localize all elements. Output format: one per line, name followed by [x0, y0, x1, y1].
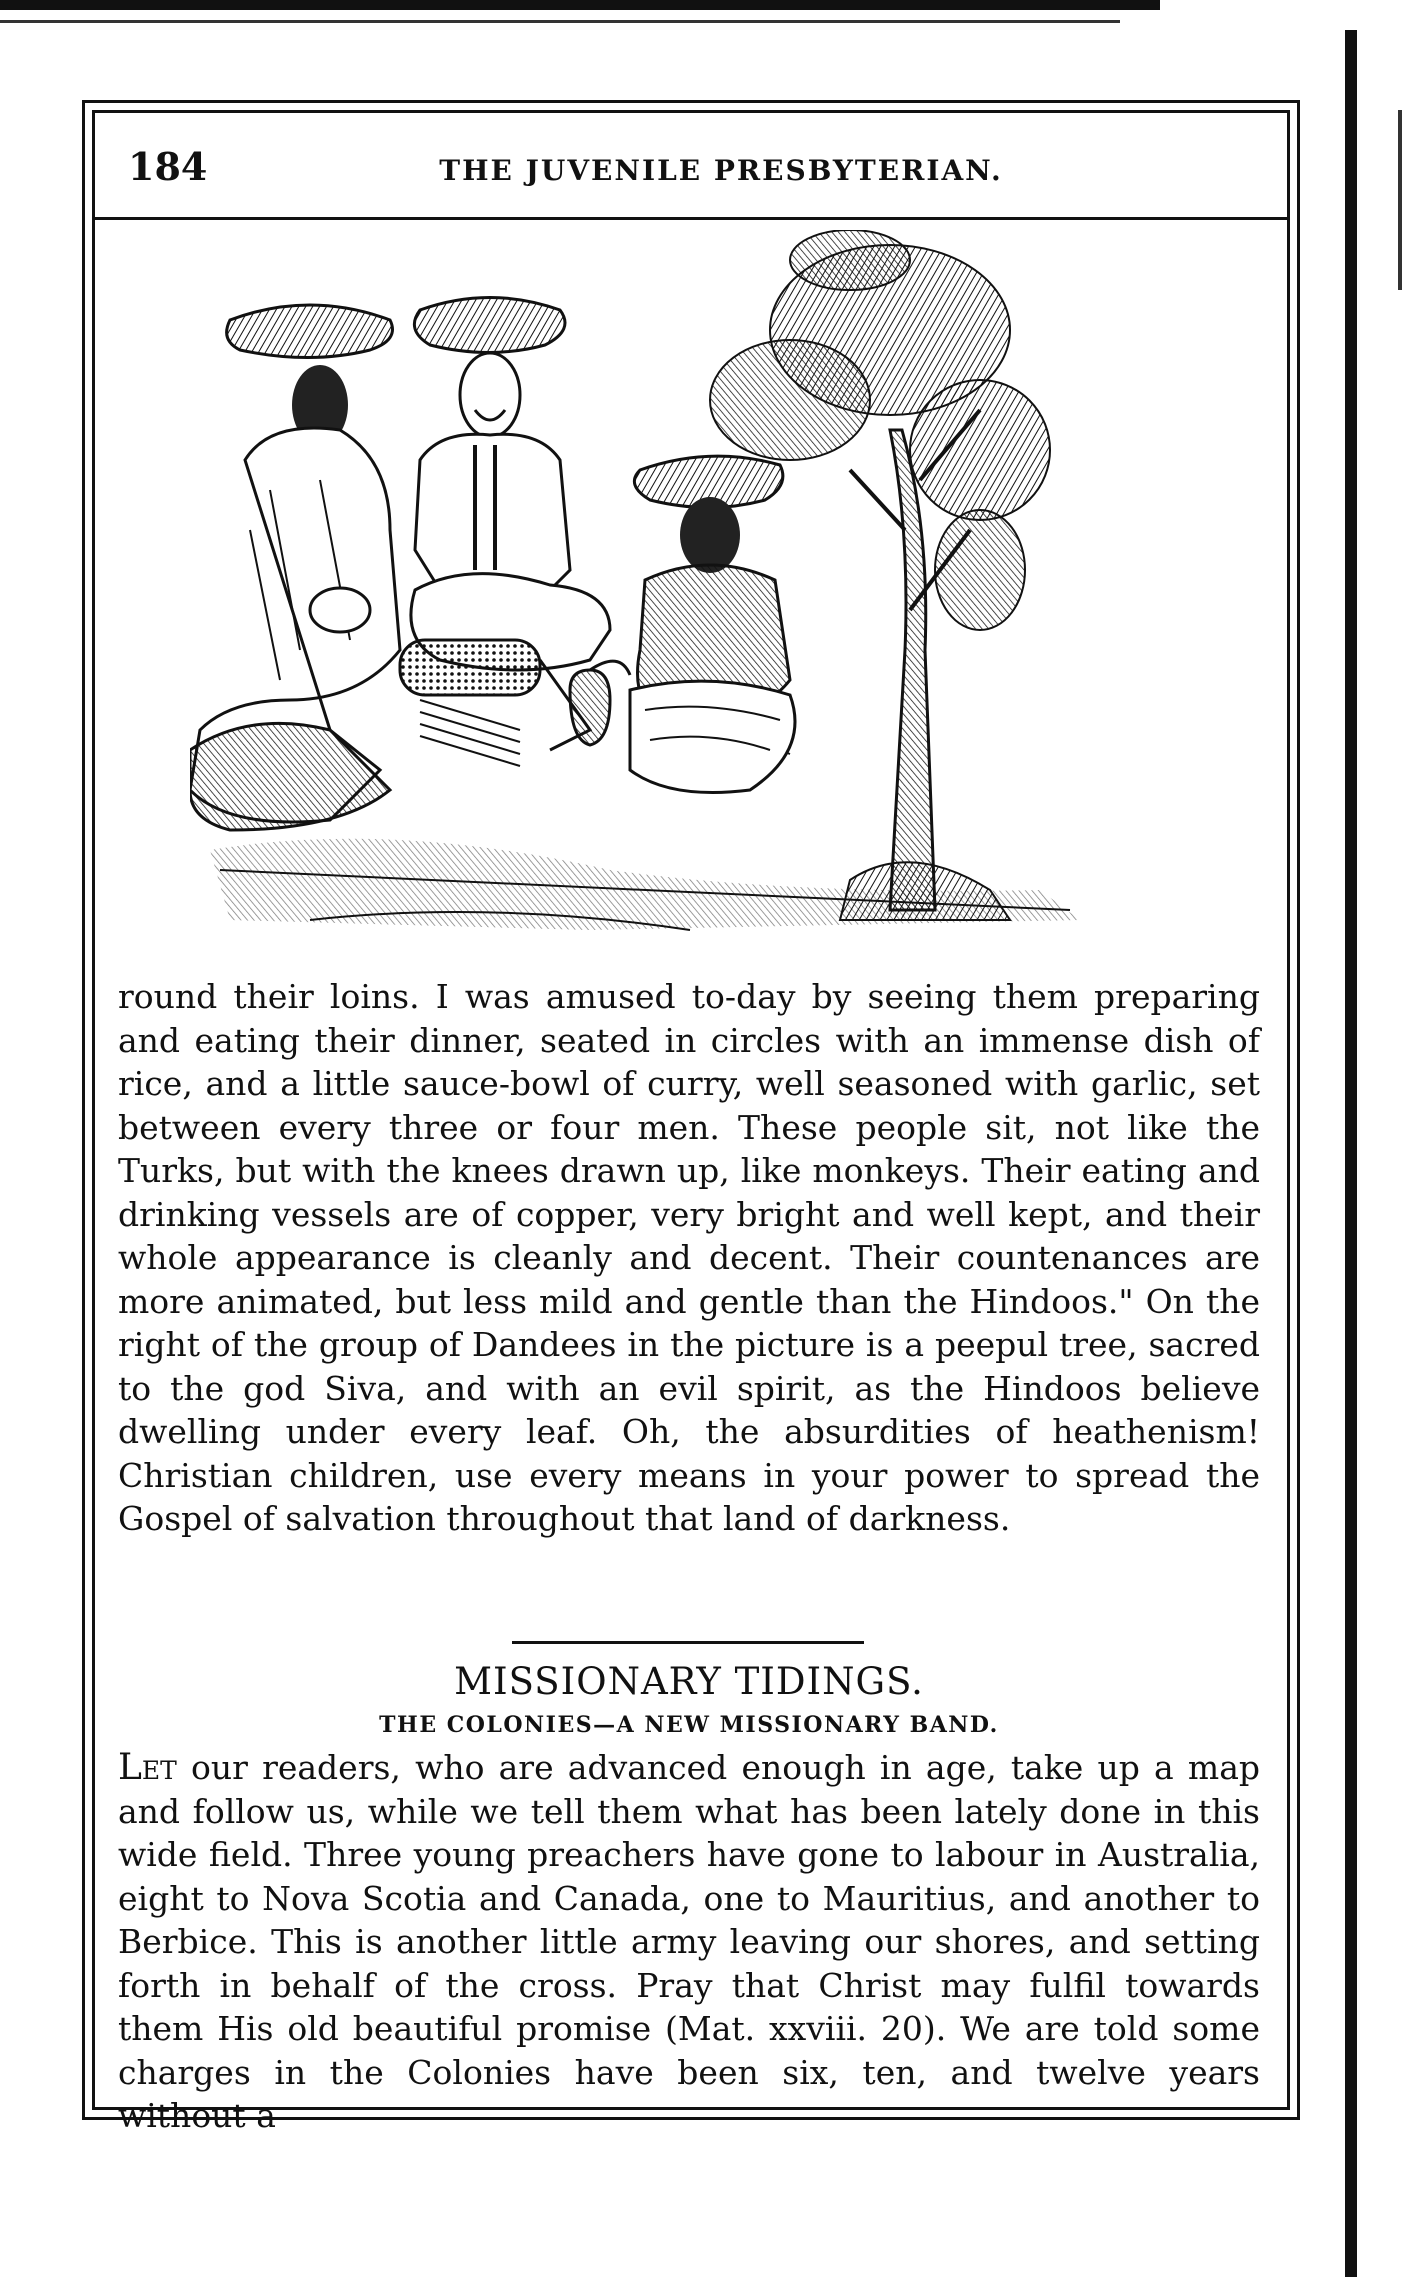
- lead-word: Let: [118, 1747, 177, 1788]
- section-subtitle: THE COLONIES—A NEW MISSIONARY BAND.: [379, 1712, 999, 1738]
- running-title: THE JUVENILE PRESBYTERIAN.: [439, 154, 1003, 187]
- section-paragraph-text: our readers, who are advanced enough in age, take up a map and follow us, while we tell them what has been lately done in this wide field. Three young preachers have gone to labour in Australia, eight to Nova Scotia and Canada, one to Mauritius, and another to Berbice. This is another little army leaving our shores, and setting forth in behalf of the cross. Pray that Christ may fulfil towards them His old beautiful promise (Mat. xxviii. 20). We are told some charges in the Colonies have been six, ten, and twelve years without a: [118, 1748, 1260, 2135]
- section-body: [118, 1746, 1260, 2138]
- page-number: 184: [128, 144, 208, 189]
- sauce-bowl: [570, 661, 630, 745]
- page-header: [92, 110, 1290, 220]
- scan-edge-rule: [0, 0, 1160, 18]
- section-divider: [512, 1641, 864, 1644]
- scan-edge-rule-thin: [0, 20, 1120, 23]
- article-continuation: [118, 975, 1260, 1541]
- binding-mark: [1398, 110, 1402, 290]
- seated-figure-right: [630, 456, 795, 792]
- article-paragraph: round their loins. I was amused to-day by seeing them preparing and eating their dinner, seated in circles with an immense dish of rice, and a little sauce-bowl of curry, well seasoned with garlic, set between every three or four men. These people sit, not like the Turks, but with the knees drawn up, like monkeys. Their eating and drinking vessels are of copper, very bright and well kept, and their whole appearance is cleanly and decent. Their countenances are more animated, but less mild and gentle than the Hindoos." On the right of the group of Dandees in the picture is a peepul tree, sacred to the god Siva, and with an evil spirit, as the Hindoos believe dwelling under every leaf. Oh, the absurdities of heathenism! Christian children, use every means in your power to spread the Gospel of salvation throughout that land of darkness.: [118, 977, 1260, 1538]
- seated-figure-left: [190, 305, 400, 830]
- binding-shadow: [1345, 30, 1357, 2277]
- section-paragraph: [118, 1746, 1260, 2138]
- section-title: MISSIONARY TIDINGS.: [454, 1660, 924, 1703]
- woodcut-illustration: [190, 230, 1190, 970]
